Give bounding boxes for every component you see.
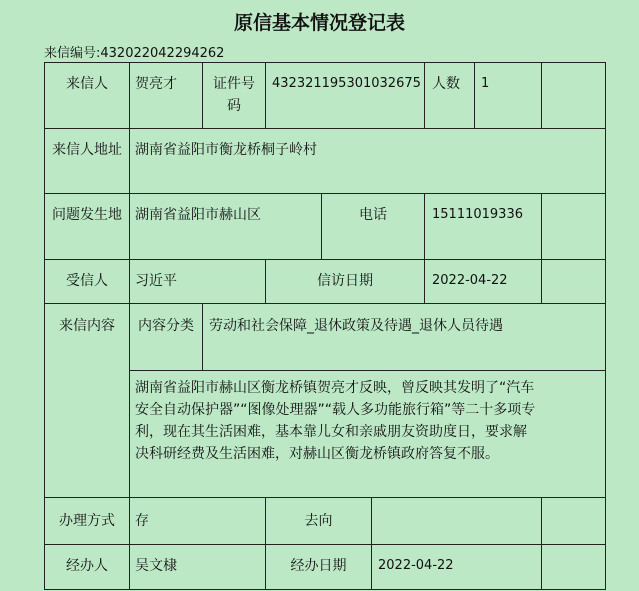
issue-location: 湖南省益阳市赫山区 bbox=[135, 207, 261, 223]
label-petition-date: 信访日期 bbox=[317, 273, 373, 289]
grid-line bbox=[474, 62, 475, 128]
grid-line bbox=[44, 589, 606, 590]
grid-line bbox=[371, 497, 372, 589]
grid-line bbox=[541, 62, 542, 128]
grid-line bbox=[605, 62, 606, 589]
handler-name: 吴文棣 bbox=[135, 558, 177, 574]
content-category: 劳动和社会保障_退休政策及待遇_退休人员待遇 bbox=[209, 318, 503, 334]
label-handle-date: 经办日期 bbox=[290, 558, 347, 574]
label-content: 来信内容 bbox=[59, 318, 115, 334]
letter-content: 湖南省益阳市赫山区衡龙桥镇贺亮才反映，曾反映其发明了“汽车安全自动保护器”“图像处理器”“载人多功能旅行箱”等二十多项专利，现在其生活困难，基本靠儿女和亲戚朋友资助度日，要求解决科研经费及生活困难，对赫山区衡龙桥镇政府答复不服。 bbox=[135, 380, 536, 462]
label-count: 人数 bbox=[432, 76, 460, 92]
id-number: 432321195301032675 bbox=[272, 76, 421, 91]
grid-line bbox=[202, 303, 203, 370]
label-handling-method: 办理方式 bbox=[59, 513, 115, 529]
handle-date: 2022-04-22 bbox=[378, 558, 454, 573]
serial-number: 来信编号:432022042294262 bbox=[44, 46, 225, 61]
grid-line bbox=[424, 259, 425, 303]
grid-line bbox=[541, 193, 542, 303]
label-destination: 去向 bbox=[304, 513, 333, 529]
grid-line bbox=[129, 370, 606, 371]
petition-date: 2022-04-22 bbox=[432, 273, 508, 288]
grid-line bbox=[424, 193, 425, 259]
grid-line bbox=[541, 497, 542, 589]
page-title: 原信基本情况登记表 bbox=[233, 12, 405, 34]
grid-line bbox=[265, 62, 266, 128]
label-category: 内容分类 bbox=[138, 318, 194, 334]
grid-line bbox=[321, 193, 322, 259]
handling-method: 存 bbox=[135, 513, 149, 529]
sender-address: 湖南省益阳市衡龙桥桐子岭村 bbox=[135, 142, 317, 158]
grid-line bbox=[129, 62, 130, 589]
sender-name: 贺亮才 bbox=[135, 76, 177, 92]
label-id-number: 证件号码 bbox=[213, 76, 255, 114]
people-count: 1 bbox=[481, 76, 490, 91]
label-address: 来信人地址 bbox=[52, 142, 122, 158]
label-sender: 来信人 bbox=[66, 76, 108, 92]
label-recipient: 受信人 bbox=[66, 273, 108, 289]
label-location: 问题发生地 bbox=[52, 207, 122, 223]
label-handler: 经办人 bbox=[66, 558, 108, 574]
grid-line bbox=[424, 62, 425, 128]
grid-line bbox=[202, 62, 203, 128]
recipient-name: 习近平 bbox=[135, 273, 177, 289]
phone-number: 15111019336 bbox=[432, 207, 523, 222]
label-phone: 电话 bbox=[359, 207, 387, 223]
